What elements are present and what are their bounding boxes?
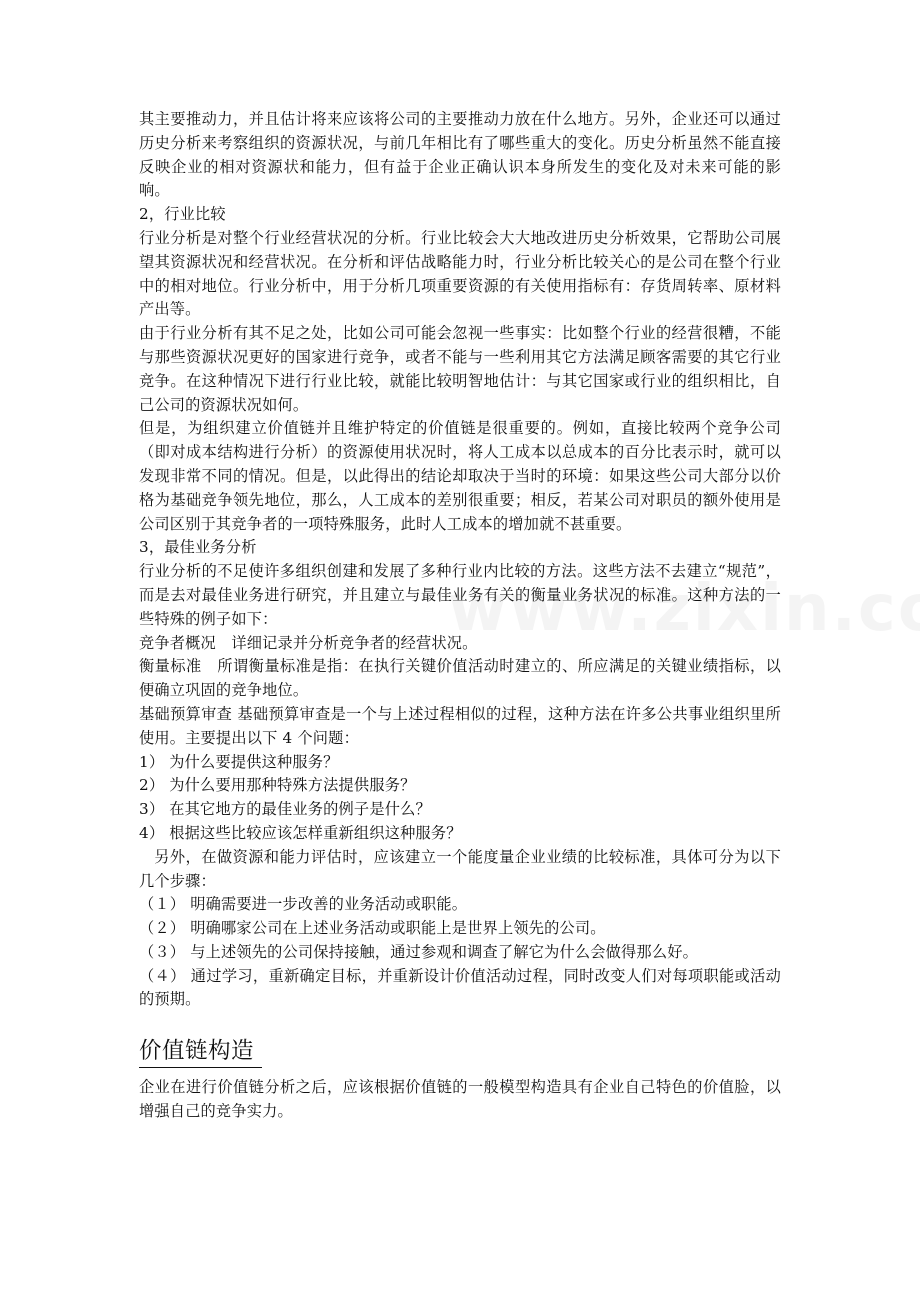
body-text-part2 <box>139 1076 781 1124</box>
section-heading <box>139 1036 781 1068</box>
paragraph: （２） 明确哪家公司在上述业务活动或职能上是世界上领先的公司。 <box>139 919 606 938</box>
paragraph: 基础预算审查 基础预算审查是一个与上述过程相似的过程，这种方法在许多公共事业组织里所使用。主要提出以下 4 个问题： <box>139 704 781 747</box>
paragraph: 行业分析的不足使许多组织创建和发展了多种行业内比较的方法。这些方法不去建立“规范”，而是去对最佳业务进行研究，并且建立与最佳业务有关的衡量业务状况的标准。这种方法的一些特殊的例子如下： <box>139 562 781 628</box>
paragraph: 3） 在其它地方的最佳业务的例子是什么？ <box>139 800 431 819</box>
paragraph: 另外，在做资源和能力评估时，应该建立一个能度量企业业绩的比较标准，具体可分为以下几个步骤： <box>139 847 781 890</box>
paragraph: 1） 为什么要提供这种服务？ <box>139 752 339 771</box>
paragraph: 2） 为什么要用那种特殊方法提供服务？ <box>139 776 416 795</box>
paragraph: （３） 与上述领先的公司保持接触，通过参观和调查了解它为什么会做得那么好。 <box>139 942 698 961</box>
paragraph: 行业分析是对整个行业经营状况的分析。行业比较会大大地改进历史分析效果，它帮助公司展望其资源状况和经营状况。在分析和评估战略能力时，行业分析比较关心的是公司在整个行业中的相对地位。行业分析中，用于分析几项重要资源的有关使用指标有：存货周转率、原材料产出等。 <box>139 228 781 319</box>
paragraph: 4） 根据这些比较应该怎样重新组织这种服务？ <box>139 823 462 842</box>
paragraph: （１） 明确需要进一步改善的业务活动或职能。 <box>139 895 468 914</box>
paragraph: （４） 通过学习，重新确定目标，并重新设计价值活动过程，同时改变人们对每项职能或活动的预期。 <box>139 966 781 1009</box>
paragraph: 企业在进行价值链分析之后，应该根据价值链的一般模型构造具有企业自己特色的价值脸，以增强自己的竞争实力。 <box>139 1078 781 1121</box>
body-text-part1 <box>139 108 781 1012</box>
section-heading-text: 价值链构造 <box>139 1036 262 1068</box>
document-page <box>139 108 781 1124</box>
paragraph: 由于行业分析有其不足之处，比如公司可能会忽视一些事实：比如整个行业的经营很糟，不能与那些资源状况更好的国家进行竞争，或者不能与一些利用其它方法满足顾客需要的其它行业竞争。在这种情况下进行行业比较，就能比较明智地估计：与其它国家或行业的组织相比，自己公司的资源状况如何。 <box>139 324 781 414</box>
paragraph: 其主要推动力，并且估计将来应该将公司的主要推动力放在什么地方。另外，企业还可以通过历史分析来考察组织的资源状况，与前几年相比有了哪些重大的变化。历史分析虽然不能直接反映企业的相对资源状和能力，但有益于企业正确认识本身所发生的变化及对未来可能的影响。 <box>139 110 781 200</box>
paragraph: 3，最佳业务分析 <box>139 538 257 557</box>
paragraph: 竞争者概况 详细记录并分析竞争者的经营状况。 <box>139 633 478 652</box>
paragraph: 2，行业比较 <box>139 205 226 224</box>
paragraph: 衡量标准 所谓衡量标准是指：在执行关键价值活动时建立的、所应满足的关键业绩指标，以便确立巩固的竞争地位。 <box>139 657 781 700</box>
paragraph: 但是，为组织建立价值链并且维护特定的价值链是很重要的。例如，直接比较两个竞争公司（即对成本结构进行分析）的资源使用状况时，将人工成本以总成本的百分比表示时，就可以发现非常不同的情况。但是，以此得出的结论却取决于当时的环境：如果这些公司大部分以价格为基础竞争领先地位，那么，人工成本的差别很重要；相反，若某公司对职员的额外使用是公司区别于其竞争者的一项特殊服务，此时人工成本的增加就不甚重要。 <box>139 419 781 533</box>
